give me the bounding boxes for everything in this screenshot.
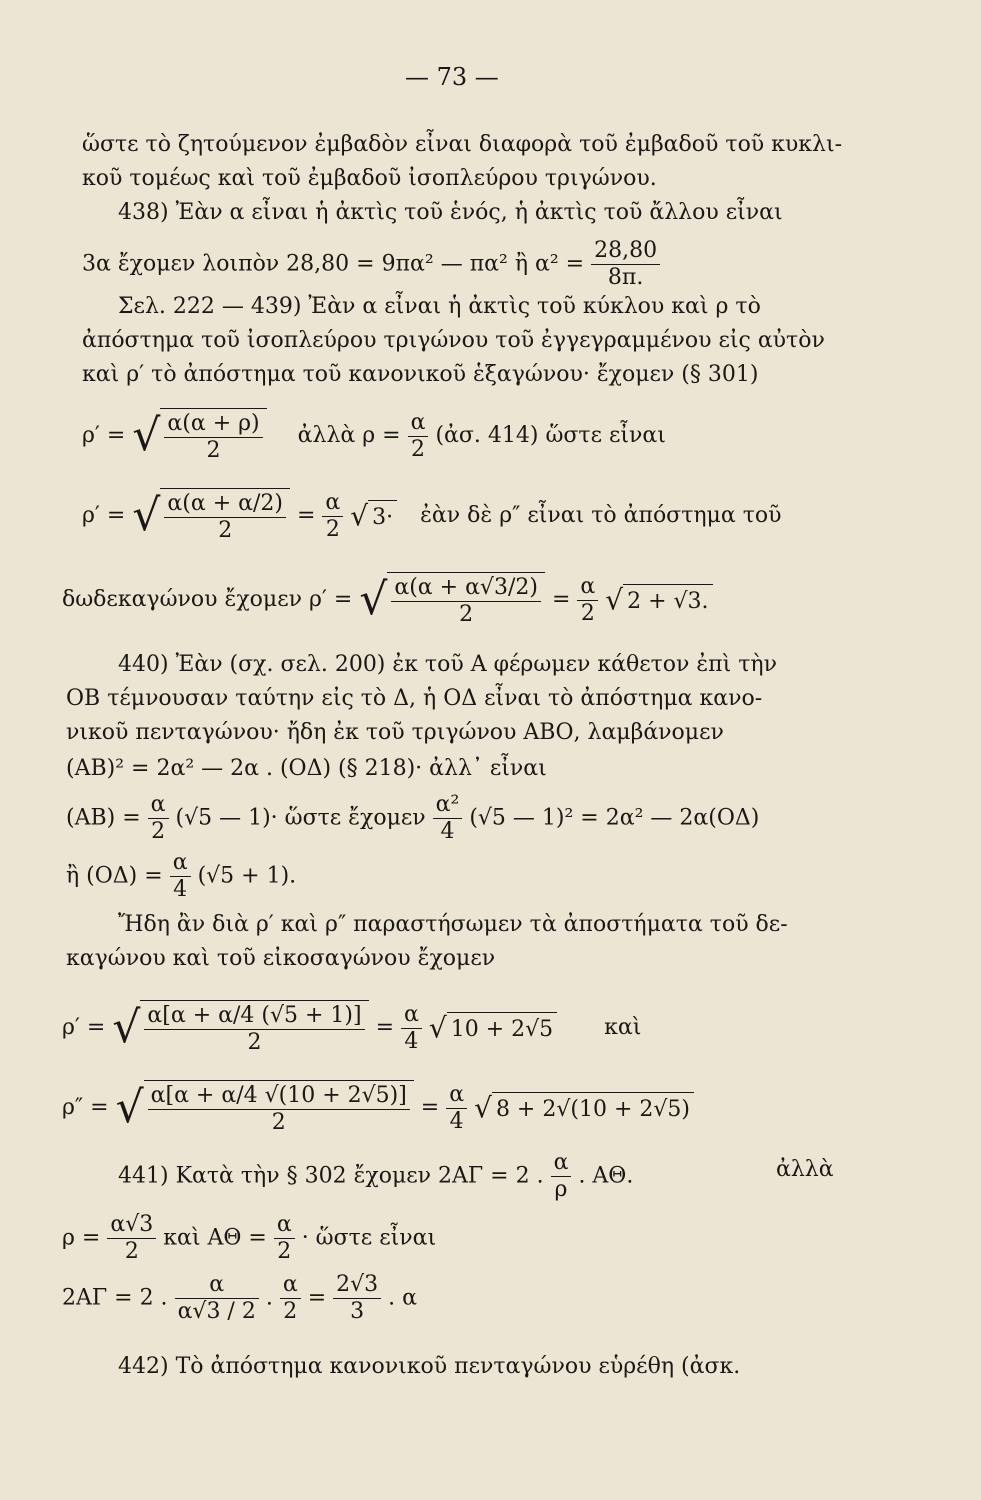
text-line: ΟΒ τέμνουσαν ταύτην εἰς τὸ Δ, ἡ ΟΔ εἶναι τὸ ἀπόστημα κανο- xyxy=(66,686,763,711)
fraction-numerator: α xyxy=(148,792,169,819)
square-root: √ $\frac{\alpha(\alpha + \rho)}{2}$ xyxy=(132,408,266,464)
fraction-numerator: α xyxy=(446,1082,467,1109)
radicand: 3· xyxy=(368,500,397,533)
square-root: √ 3· xyxy=(350,500,397,533)
fraction-numerator: α xyxy=(401,1002,422,1029)
fraction-numerator: α√3 xyxy=(107,1212,156,1239)
text-line: Ἤδη ἂν διὰ ρ′ καὶ ρ″ παραστήσωμεν τὰ ἀποστήματα τοῦ δε- xyxy=(118,912,788,937)
radicand: 8 + 2√(10 + 2√5) xyxy=(492,1092,694,1125)
fraction xyxy=(322,490,343,543)
equation-text: . xyxy=(265,1285,273,1311)
equation-text: (ἀσ. 414) ὥστε εἶναι xyxy=(435,423,666,448)
text-line: κοῦ τομέως καὶ τοῦ ἐμβαδοῦ ἰσοπλεύρου τριγώνου. xyxy=(82,166,657,191)
fraction-denominator: 2 xyxy=(277,1239,292,1264)
fraction-numerator: 2√3 xyxy=(333,1272,381,1299)
equation-line xyxy=(118,1150,633,1203)
equation-lhs: ρ′ = xyxy=(82,423,126,448)
fraction-numerator: 28,80 xyxy=(591,238,660,265)
fraction-numerator: α(α + α/2) xyxy=(164,491,286,518)
text-line: 440) Ἐὰν (σχ. σελ. 200) ἐκ τοῦ Α φέρωμεν κάθετον ἐπὶ τὴν xyxy=(118,652,777,677)
text-line: ἀλλὰ xyxy=(776,1157,834,1182)
equation-line xyxy=(62,1080,694,1136)
equation-line xyxy=(62,1000,641,1056)
fraction xyxy=(148,1083,410,1136)
equation-text: ἀλλὰ ρ = xyxy=(297,423,401,448)
equation-line xyxy=(62,572,713,628)
page-number: — 73 — xyxy=(405,63,499,91)
equation-text: (√5 — 1)² = 2α² — 2α(ΟΔ) xyxy=(469,805,760,831)
text-line: καγώνου καὶ τοῦ εἰκοσαγώνου ἔχομεν xyxy=(66,946,496,971)
square-root: √ 8 + 2√(10 + 2√5) xyxy=(474,1092,694,1125)
fraction-numerator: α(α + α√3/2) xyxy=(391,575,541,602)
fraction-denominator: 8π. xyxy=(607,265,644,290)
fraction-denominator: 2 xyxy=(459,602,474,627)
fraction xyxy=(164,491,286,544)
equation-text: (√5 + 1). xyxy=(197,863,297,889)
text-line: ἀπόστημα τοῦ ἰσοπλεύρου τριγώνου τοῦ ἐγγεγραμμένου εἰς αὐτὸν xyxy=(82,328,825,353)
square-root: √ $\frac{\alpha(\alpha + \alpha√3/2)}{2}$ xyxy=(359,572,545,628)
fraction-denominator: 2 xyxy=(325,516,340,542)
fraction-denominator: 2 xyxy=(580,600,595,626)
radicand: 2 + √3. xyxy=(623,584,712,617)
equals-sign: = xyxy=(420,1095,440,1120)
equation-line xyxy=(82,488,782,544)
fraction-numerator: α xyxy=(170,850,191,877)
equation-text: · ὥστε εἶναι xyxy=(301,1225,437,1251)
fraction xyxy=(401,1002,422,1055)
text-line: ὥστε τὸ ζητούμενον ἐμβαδὸν εἶναι διαφορὰ τοῦ ἐμβαδοῦ τοῦ κυκλι- xyxy=(82,132,843,157)
fraction-denominator: 4 xyxy=(440,819,455,844)
fraction-denominator: 2 xyxy=(151,819,166,844)
equation-text: 441) Κατὰ τὴν § 302 ἔχομεν 2ΑΓ = 2 . xyxy=(118,1163,544,1189)
text-line: νικοῦ πενταγώνου· ἤδη ἐκ τοῦ τριγώνου ΑΒΟ, λαμβάνομεν xyxy=(66,720,724,745)
fraction-numerator: α[α + α/4 √(10 + 2√5)] xyxy=(148,1083,410,1110)
equation-text: 3α ἔχομεν λοιπὸν 28,80 = 9πα² — πα² ἢ α² = xyxy=(82,251,585,277)
fraction xyxy=(446,1082,467,1135)
fraction xyxy=(391,575,541,628)
equals-sign: = xyxy=(551,587,571,612)
text-line: Σελ. 222 — 439) Ἐὰν α εἶναι ἡ ἀκτὶς τοῦ κύκλου καὶ ρ τὸ xyxy=(118,294,761,319)
equals-sign: = xyxy=(375,1015,394,1040)
equation-line xyxy=(66,792,759,845)
fraction-numerator: α xyxy=(408,410,429,437)
radicand: 10 + 2√5 xyxy=(447,1012,557,1045)
fraction-denominator: 2 xyxy=(218,518,233,543)
fraction xyxy=(280,1272,301,1325)
equals-sign: = xyxy=(296,503,316,528)
fraction-denominator: 2 xyxy=(283,1299,298,1324)
square-root: √ $\frac{\alpha[\alpha + \alpha/4 (√5 + 1)]}{2}$ xyxy=(112,1000,368,1056)
fraction-denominator: α√3 / 2 xyxy=(177,1299,256,1324)
square-root: √ 2 + √3. xyxy=(605,584,712,617)
fraction-denominator: 4 xyxy=(449,1108,464,1134)
equation-lhs: δωδεκαγώνου ἔχομεν ρ′ = xyxy=(62,587,353,612)
fraction xyxy=(175,1272,259,1325)
equation-line xyxy=(62,1212,436,1265)
equation-text: . ΑΘ. xyxy=(578,1163,634,1189)
fraction-denominator: 2 xyxy=(124,1239,139,1264)
fraction-denominator: 2 xyxy=(411,436,426,462)
fraction-denominator: 3 xyxy=(350,1299,365,1324)
fraction-numerator: α[α + α/4 (√5 + 1)] xyxy=(144,1003,364,1030)
fraction xyxy=(333,1272,381,1325)
fraction-numerator: α xyxy=(577,574,598,601)
fraction xyxy=(107,1212,156,1265)
fraction xyxy=(577,574,598,627)
fraction-numerator: α xyxy=(551,1150,572,1177)
fraction xyxy=(551,1150,572,1203)
text-line: 438) Ἐὰν α εἶναι ἡ ἀκτὶς τοῦ ἑνός, ἡ ἀκτὶς τοῦ ἄλλου εἶναι xyxy=(118,200,783,225)
text-line: (ΑΒ)² = 2α² — 2α . (ΟΔ) (§ 218)· ἀλλ᾽ εἶναι xyxy=(66,756,547,781)
equation-lhs: ρ′ = xyxy=(62,1015,106,1040)
equation-line xyxy=(82,238,660,291)
equation-text: 2ΑΓ = 2 . xyxy=(62,1285,168,1311)
fraction-numerator: α xyxy=(280,1272,301,1299)
square-root: √ $\frac{\alpha[\alpha + \alpha/4 √(10 + 2√5)]}{2}$ xyxy=(116,1080,414,1136)
equation-text: ἢ (ΟΔ) = xyxy=(66,863,163,889)
fraction xyxy=(164,411,262,464)
equation-lhs: ρ″ = xyxy=(62,1095,109,1120)
equation-line xyxy=(62,1272,417,1325)
fraction xyxy=(408,410,429,463)
fraction xyxy=(591,238,660,291)
equation-text: (√5 — 1)· ὥστε ἔχομεν xyxy=(175,805,426,831)
square-root: √ $\frac{\alpha(\alpha + \alpha/2)}{2}$ xyxy=(132,488,290,544)
fraction-denominator: 4 xyxy=(173,877,188,902)
fraction xyxy=(433,792,463,845)
fraction xyxy=(148,792,169,845)
text-line: καὶ ρ′ τὸ ἀπόστημα τοῦ κανονικοῦ ἑξαγώνου· ἔχομεν (§ 301) xyxy=(82,362,759,387)
fraction xyxy=(170,850,191,903)
fraction-denominator: ρ xyxy=(554,1177,568,1202)
equation-text: καὶ xyxy=(604,1015,642,1040)
equation-line xyxy=(82,408,666,464)
equation-line xyxy=(66,850,296,903)
fraction xyxy=(274,1212,295,1265)
fraction-denominator: 2 xyxy=(247,1030,262,1055)
fraction-denominator: 2 xyxy=(271,1110,286,1135)
equation-text: ρ = xyxy=(62,1225,101,1251)
fraction-numerator: α xyxy=(175,1272,259,1299)
square-root: √ 10 + 2√5 xyxy=(429,1012,557,1045)
equation-text: . α xyxy=(388,1285,417,1311)
equation-text: καὶ ΑΘ = xyxy=(163,1225,267,1251)
equation-lhs: ρ′ = xyxy=(82,503,126,528)
fraction-numerator: α xyxy=(322,490,343,517)
equation-text: (ΑΒ) = xyxy=(66,805,141,831)
equation-text: ἐὰν δὲ ρ″ εἶναι τὸ ἀπόστημα τοῦ xyxy=(420,503,782,528)
fraction-denominator: 2 xyxy=(206,438,221,463)
fraction-numerator: α xyxy=(274,1212,295,1239)
equals-sign: = xyxy=(307,1285,327,1311)
fraction-numerator: α(α + ρ) xyxy=(164,411,262,438)
text-line: 442) Τὸ ἀπόστημα κανονικοῦ πενταγώνου εὑρέθη (ἀσκ. xyxy=(118,1354,741,1379)
fraction xyxy=(144,1003,364,1056)
fraction-denominator: 4 xyxy=(404,1028,419,1054)
fraction-numerator: α² xyxy=(433,792,463,819)
